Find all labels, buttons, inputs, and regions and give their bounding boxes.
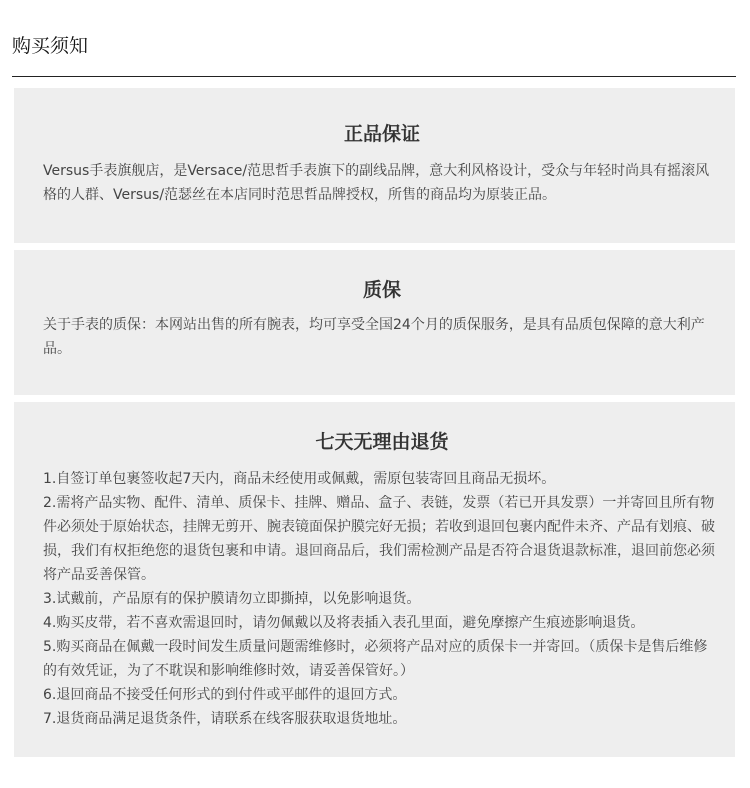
return-rule-item: 2.需将产品实物、配件、清单、质保卡、挂牌、赠品、盒子、表链，发票（若已开具发票）一并寄回且所有物件必须处于原始状态，挂牌无剪开、腕表镜面保护膜完好无损；若收到退回包裹内配件未齐、产品有划痕、破损，我们有权拒绝您的退货包裹和申请。退回商品后，我们需检测产品是否符合退货退款标准，退回前您必须将产品妥善保管。 (43, 495, 715, 583)
section-body (43, 313, 721, 361)
section-body (43, 467, 721, 731)
return-rule-item: 4.购买皮带，若不喜欢需退回时，请勿佩戴以及将表插入表孔里面，避免摩擦产生痕迹影响退货。 (43, 615, 645, 631)
section-authenticity-guarantee (14, 88, 735, 243)
return-rule-item: 7.退货商品满足退货条件，请联系在线客服获取退货地址。 (43, 711, 407, 727)
section-title: 质保 (362, 279, 401, 301)
return-rule-item: 1.自签订单包裹签收起7天内，商品未经使用或佩戴，需原包装寄回且商品无损坏。 (43, 471, 556, 487)
header-divider (12, 76, 736, 77)
page-title: 购买须知 (12, 35, 89, 57)
section-title: 正品保证 (343, 123, 420, 145)
return-rule-item: 6.退回商品不接受任何形式的到付件或平邮件的退回方式。 (43, 687, 407, 703)
return-rule-item: 3.试戴前，产品原有的保护膜请勿立即撕掉，以免影响退货。 (43, 591, 421, 607)
return-rule-item: 5.购买商品在佩戴一段时间发生质量问题需维修时，必须将产品对应的质保卡一并寄回。（质保卡是售后维修的有效凭证，为了不耽误和影响维修时效，请妥善保管好。） (43, 639, 708, 679)
section-title: 七天无理由退货 (315, 431, 449, 453)
section-paragraph: Versus手表旗舰店，是Versace/范思哲手表旗下的副线品牌，意大利风格设计，受众与年轻时尚具有摇滚风格的人群、Versus/范瑟丝在本店同时范思哲品牌授权，所售的商品均为原装正品。 (43, 163, 710, 203)
section-paragraph: 关于手表的质保：本网站出售的所有腕表，均可享受全国24个月的质保服务，是具有品质包保障的意大利产品。 (43, 317, 705, 357)
section-body (43, 159, 721, 207)
section-seven-day-return (14, 402, 735, 757)
section-warranty (14, 250, 735, 395)
